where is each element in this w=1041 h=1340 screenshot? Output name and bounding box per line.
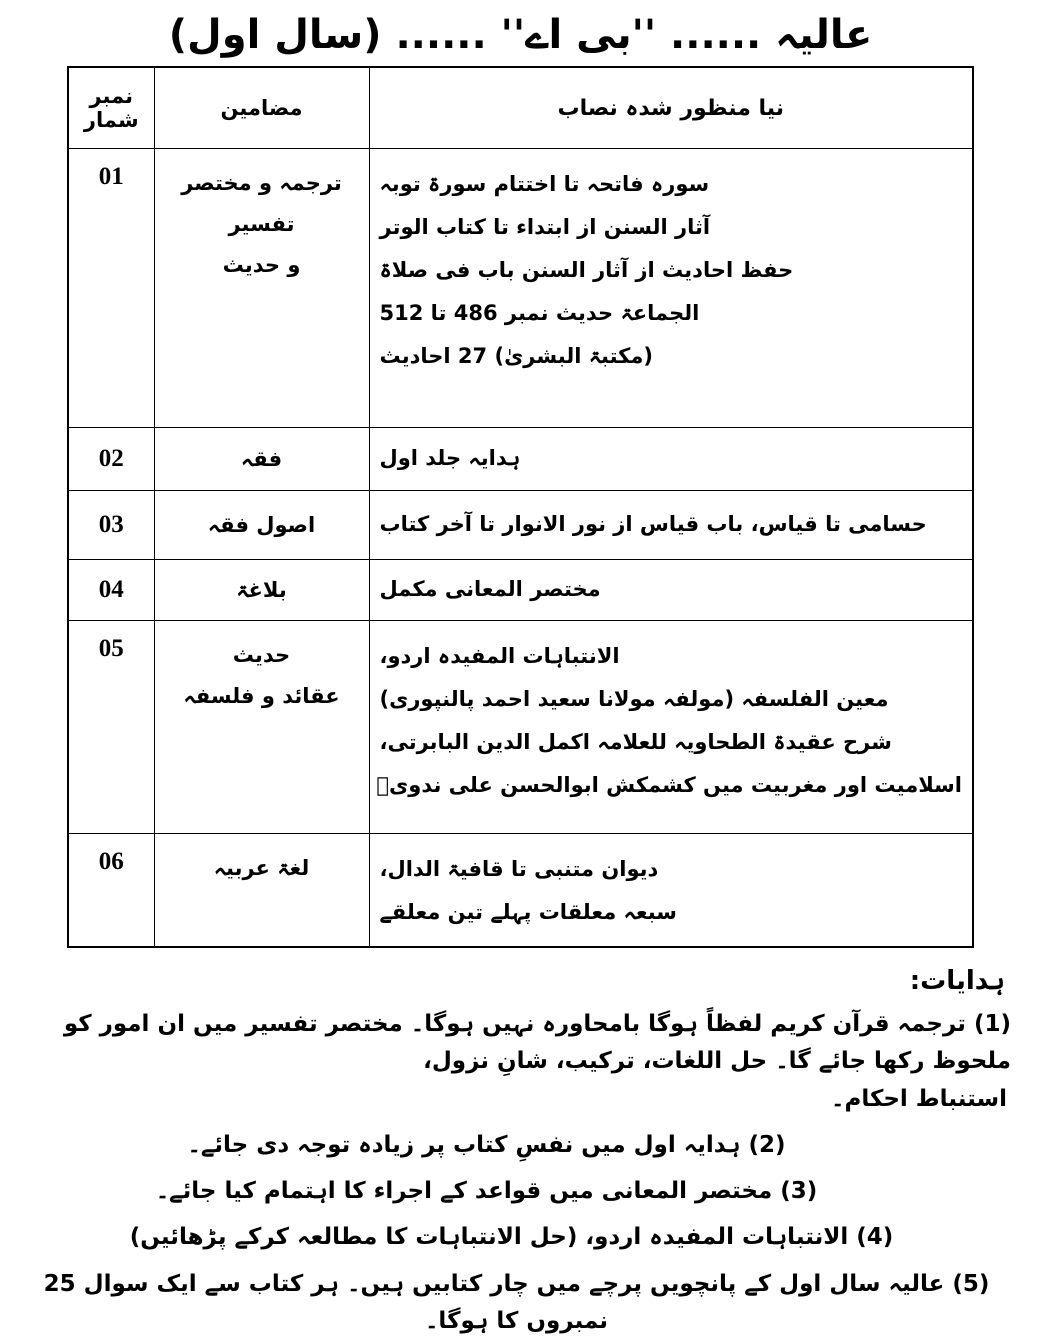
syllabus-line: سورہ فاتحہ تا اختتام سورۃ توبہ	[380, 163, 963, 206]
syllabus-line: (مکتبۃ البشریٰ) 27 احادیث	[380, 335, 963, 378]
syllabus-table	[67, 66, 974, 948]
syllabus-line: الانتباہات المفیدہ اردو،	[380, 635, 963, 678]
table-row	[68, 491, 973, 560]
cell-subject	[154, 149, 369, 428]
page-title: عالیہ ...... ''بی اے'' ...... (سال اول)	[0, 0, 1041, 66]
syllabus-line: اسلامیت اور مغربیت میں کشمکش ابوالحسن علی ندویؒ	[380, 764, 963, 807]
column-header-syllabus: نیا منظور شدہ نصاب	[369, 67, 973, 149]
instruction-text: (5) عالیہ سال اول کے پانچویں پرچے میں چار کتابیں ہیں۔ ہر کتاب سے ایک سوال 25 نمبروں کا ہوگا۔	[44, 1271, 990, 1334]
cell-subject	[154, 621, 369, 834]
instruction-text-continued: استنباط احکام۔	[22, 1081, 1011, 1118]
subject-line: فقہ	[165, 439, 359, 480]
cell-syllabus	[369, 560, 973, 621]
instruction-item-2	[22, 1127, 1011, 1164]
cell-subject	[154, 491, 369, 560]
instruction-item-5	[22, 1266, 1011, 1340]
instruction-text: (4) الانتباہات المفیدہ اردو، (حل الانتباہات کا مطالعہ کرکے پڑھائیں)	[130, 1224, 894, 1250]
syllabus-line: آثار السنن از ابتداء تا کتاب الوتر	[380, 206, 963, 249]
table-header-row	[68, 67, 973, 149]
cell-subject	[154, 428, 369, 491]
syllabus-line: مختصر المعانی مکمل	[380, 568, 963, 611]
syllabus-line: سبعہ معلقات پہلے تین معلقے	[380, 891, 963, 934]
syllabus-line: الجماعۃ حدیث نمبر 486 تا 512	[380, 292, 963, 335]
syllabus-line: دیوان متنبی تا قافیۃ الدال،	[380, 848, 963, 891]
cell-serial: 02	[68, 428, 154, 491]
cell-syllabus	[369, 621, 973, 834]
instruction-text: (3) مختصر المعانی میں قواعد کے اجراء کا اہتمام کیا جائے۔	[156, 1178, 818, 1204]
instructions-section	[22, 966, 1011, 1340]
cell-serial: 05	[68, 621, 154, 834]
instruction-text: (1) ترجمہ قرآن کریم لفظاً ہوگا بامحاورہ نہیں ہوگا۔ مختصر تفسیر میں ان امور کو ملحوظ رکھا جائے گا۔ حل اللغات، ترکیب، شانِ نزول،	[64, 1011, 1011, 1074]
instruction-item-4	[22, 1219, 1011, 1256]
cell-subject	[154, 560, 369, 621]
syllabus-line: ہدایہ جلد اول	[380, 437, 963, 480]
table-row	[68, 560, 973, 621]
syllabus-line: معین الفلسفہ (مولفہ مولانا سعید احمد پالنپوری)	[380, 678, 963, 721]
cell-syllabus	[369, 834, 973, 948]
instructions-heading: ہدایات:	[22, 966, 1011, 996]
table-row	[68, 428, 973, 491]
cell-syllabus	[369, 491, 973, 560]
table-body	[68, 149, 973, 948]
syllabus-line: شرح عقیدۃ الطحاویہ للعلامہ اکمل الدین البابرتی،	[380, 721, 963, 764]
table-row	[68, 149, 973, 428]
cell-serial: 01	[68, 149, 154, 428]
column-header-subject: مضامین	[154, 67, 369, 149]
cell-serial: 06	[68, 834, 154, 948]
instruction-item-1	[22, 1006, 1011, 1118]
subject-line: عقائد و فلسفہ	[165, 676, 359, 717]
table-row	[68, 834, 973, 948]
syllabus-line: حسامی تا قیاس، باب قیاس از نور الانوار تا آخر کتاب	[380, 503, 963, 546]
subject-line: بلاغۃ	[165, 570, 359, 611]
cell-syllabus	[369, 149, 973, 428]
table-row	[68, 621, 973, 834]
cell-syllabus	[369, 428, 973, 491]
subject-line: اصول فقہ	[165, 505, 359, 546]
cell-subject	[154, 834, 369, 948]
subject-line: ترجمہ و مختصر تفسیر	[165, 163, 359, 245]
column-header-serial: نمبر شمار	[68, 67, 154, 149]
subject-line: لغۃ عربیہ	[165, 848, 359, 889]
subject-line: حدیث	[165, 635, 359, 676]
cell-serial: 04	[68, 560, 154, 621]
table-header	[68, 67, 973, 149]
cell-serial: 03	[68, 491, 154, 560]
subject-line: و حدیث	[165, 245, 359, 286]
instruction-text: (2) ہدایہ اول میں نفسِ کتاب پر زیادہ توجہ دی جائے۔	[187, 1132, 785, 1158]
syllabus-line: حفظ احادیث از آثار السنن باب فی صلاۃ	[380, 249, 963, 292]
instruction-item-3	[22, 1173, 1011, 1210]
